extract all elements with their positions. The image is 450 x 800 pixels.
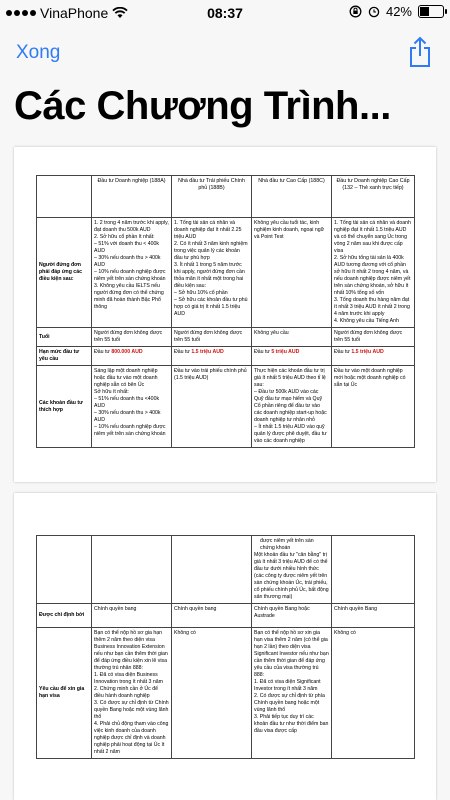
row-label: Người đứng đơn phải đáp ứng các điều kiện sau:: [37, 218, 92, 328]
cell-line: – 51% nếu doanh thu <400k AUD: [94, 396, 160, 410]
table-cell: [252, 628, 332, 759]
table-cell: Không có: [332, 628, 415, 759]
table-cell: [252, 347, 332, 366]
table-cell: [172, 536, 252, 604]
document-page-2[interactable]: [14, 493, 436, 800]
cell-text: Đầu tư: [174, 349, 192, 356]
cell-line: 3. Có được sự chỉ định từ Chính quyền Bang hoặc một vùng lãnh thổ: [94, 700, 169, 721]
battery-percent: 42%: [385, 4, 412, 19]
table-row: [37, 366, 415, 448]
investment-amount: 800.000 AUD: [111, 349, 143, 356]
status-time: 08:37: [207, 5, 243, 21]
cell-line: – Sở hữu 10% cổ phần: [174, 290, 228, 297]
table-cell: [37, 536, 92, 604]
cell-line: – 30% nếu doanh thu > 400k AUD: [94, 255, 161, 269]
cell-line: – Sở hữu các khoản đầu tư phù hợp có giá trị ít nhất 1.5 triệu AUD: [174, 297, 248, 318]
table-cell: [172, 347, 252, 366]
table-cell: Người đứng đơn không được trên 55 tuổi: [332, 328, 415, 347]
cell-text: Đầu tư: [94, 349, 112, 356]
battery-icon: [418, 5, 444, 18]
investment-amount: 1.5 triệu AUD: [191, 349, 224, 356]
cell-line: Sáng lập một doanh nghiệp hoặc đầu tư vào một doanh nghiệp sẵn có bên Úc: [94, 368, 158, 389]
table-cell: Không có: [172, 628, 252, 759]
program-table-1: [36, 175, 415, 448]
carrier-name: VinaPhone: [40, 5, 109, 21]
table-cell: Người đứng đơn không được trên 55 tuổi: [92, 328, 172, 347]
cell-line: 1. Đã có visa diện Significant Investor trong ít nhất 3 năm: [254, 679, 321, 693]
cell-line: 3. Phải tiếp tục duy trì các khoản đầu tư như thời điểm ban đầu visa được cấp: [254, 714, 329, 735]
table-cell: [332, 218, 415, 328]
cell-line: Bạn có thể nộp hồ sơ xin gia hạn visa thêm 2 năm (có thể gia hạn 2 lần) theo diện visa Significant Investor nếu như bạn cần thêm thời gian để đáp ứng yêu cầu của visa thường trú 888:: [254, 630, 329, 679]
cell-line: 4. Không yêu cầu Tiếng Anh: [334, 318, 399, 325]
cell-line: 1. Tổng tài sản cá nhân và doanh nghiệp đạt ít nhất 2.25 triệu AUD: [174, 220, 242, 241]
cell-line: 2. Có được sự chỉ định từ phía Chính quyền bang hoặc một vùng lãnh thổ: [254, 693, 325, 714]
cell-line: Bạn có thể nộp hồ sơ gia hạn thêm 2 năm theo diện visa Business Innovation Extension nếu như bạn cần thêm thời gian để đáp ứng điều kiện xin lê visa thường trú nhân 888:: [94, 630, 168, 672]
document-page-1[interactable]: [14, 147, 436, 482]
cell-line: được niêm yết trên sàn chứng khoán: [260, 538, 314, 552]
table-cell: Chính quyền Bang: [332, 604, 415, 628]
program-table-2: [36, 535, 415, 759]
table-header-row: [37, 176, 415, 218]
cell-line: – Đầu tư 500k AUD vào các Quỹ đầu tư mạo hiểm và Quỹ Cổ phần riêng để đầu tư vào các doanh nghiệp start-up hoặc doanh nghiệp tư nhân nhỏ: [254, 389, 327, 424]
row-label: Được chỉ định bởi: [37, 604, 92, 628]
row-label: Các khoản đầu tư thích hợp: [37, 366, 92, 448]
table-cell: [252, 536, 332, 604]
header-188c: Nhà đầu tư Cao Cấp (188C): [252, 176, 332, 218]
header-188a: Đầu tư Doanh nghiệp (188A): [92, 176, 172, 218]
row-label: Hạn mức đầu tư yêu cầu: [37, 347, 92, 366]
table-cell: Đầu tư vào trái phiếu chính phủ (1.5 triệu AUD): [172, 366, 252, 448]
table-cell: [332, 536, 415, 604]
investment-amount: 5 triệu AUD: [271, 349, 300, 356]
cell-line: 1. 2 trong 4 năm trước khi apply, đạt doanh thu 500k AUD: [94, 220, 169, 234]
cell-line: Một khoản đầu tư "cân bằng" trị giá ít nhất 3 triệu AUD để có thể đầu tư dưới nhiều hình thức (các công ty được niêm yết trên sàn chứng khoán Úc, trái phiếu, cổ phiếu chính phủ Úc, bất động sản thương mại): [254, 552, 329, 601]
cell-line: – 51% với doanh thu < 400k AUD: [94, 241, 159, 255]
cell-line: 1. Đã có visa diện Business Innovation trong ít nhất 3 năm: [94, 672, 163, 686]
table-row: [37, 628, 415, 759]
cell-line: 4. Phải chủ động tham vào công việc kinh doanh của doanh nghiệp được chỉ định và doanh nghiệp phải hoạt động tại Úc ít nhất 2 năm: [94, 721, 169, 756]
cell-line: 3. Tổng doanh thu hàng năm đạt ít nhất 3 triệu AUD ít nhất 2 trong 4 năm trước khi apply: [334, 297, 410, 318]
done-button[interactable]: Xong: [16, 42, 61, 63]
table-row: [37, 347, 415, 366]
cell-line: – 30% nếu doanh thu > 400k AUD: [94, 410, 161, 424]
table-cell: Người đứng đơn không được trên 55 tuổi: [172, 328, 252, 347]
cell-text: Đầu tư: [254, 349, 272, 356]
cell-line: 2. Sở hữu tổng tài sản là 400k AUD tương đương với cổ phần sở hữu ít nhất 2 trong 4 năm, và nếu doanh nghiệp được niêm yết trên sàn chứng khoán, sở hữu ít nhất 10% tổng số vốn: [334, 255, 411, 297]
cell-line: Thực hiện các khoản đầu tư trị giá ít nhất 5 triệu AUD theo tỉ lệ sau:: [254, 368, 326, 389]
table-cell: [252, 366, 332, 448]
row-label: Tuổi: [37, 328, 92, 347]
rotation-lock-icon: [349, 5, 362, 18]
cell-line: 2. Có ít nhất 3 năm kinh nghiệm trong việc quản lý các khoản đầu tư phù hợp: [174, 241, 248, 262]
cell-line: 3. Ít nhất 1 trong 5 năm trước khi apply, người đứng đơn cần thỏa mãn ít nhất một trong hai điều kiện sau:: [174, 262, 245, 290]
table-cell: Chính quyền Bang hoặc Austrade: [252, 604, 332, 628]
cell-line: 1. Tổng tài sản cá nhân và doanh nghiệp đạt ít nhất 1.5 triệu AUD và có thể chuyển sang Úc trong vòng 2 năm sau khi được cấp visa: [334, 220, 411, 255]
table-cell: [172, 218, 252, 328]
cell-line: 3. Không yêu cầu IELTS nếu người đứng đơn có thể chứng minh đã hoàn thành Bậc Phổ thông: [94, 283, 164, 311]
header-empty: [37, 176, 92, 218]
table-cell: Không yêu cầu: [252, 328, 332, 347]
table-cell: [92, 218, 172, 328]
table-cell: Chính quyền bang: [92, 604, 172, 628]
table-row: [37, 218, 415, 328]
cell-line: 2. Sở hữu cổ phần ít nhất:: [94, 234, 155, 241]
table-cell: [92, 536, 172, 604]
table-row: [37, 536, 415, 604]
table-cell: [92, 628, 172, 759]
alarm-icon: [368, 5, 380, 18]
cell-line: 2. Chứng minh cần ở Úc để điều hành doanh nghiệp: [94, 686, 158, 700]
table-cell: [332, 347, 415, 366]
table-cell: [92, 347, 172, 366]
cell-line: – 10% nếu doanh nghiệp được niêm yết trên sàn chứng khoán: [94, 424, 166, 438]
table-cell: [92, 366, 172, 448]
cell-text: Đầu tư: [334, 349, 352, 356]
page-title: Các Chương Trình...: [14, 84, 391, 128]
table-cell: Đầu tư vào một doanh nghiệp mới hoặc một doanh nghiệp có sẵn tại Úc: [332, 366, 415, 448]
investment-amount: 1.5 triệu AUD: [351, 349, 384, 356]
cell-line: – Ít nhất 1.5 triệu AUD vào quỹ quản lý được phê duyệt, đầu tư vào các doanh nghiệp: [254, 424, 327, 445]
table-row: [37, 604, 415, 628]
table-row: [37, 328, 415, 347]
row-label: Yêu cầu để xin gia hạn visa: [37, 628, 92, 759]
status-bar: [0, 0, 450, 26]
top-toolbar: [0, 34, 450, 74]
cell-line: – 10% nếu doanh nghiệp được niêm yết trên sàn chứng khoán: [94, 269, 166, 283]
header-132: Đầu tư Doanh nghiệp Cao Cấp (132 – Thẻ xanh trực tiếp): [332, 176, 415, 218]
header-188b: Nhà đầu tư Trái phiếu Chính phủ (188B): [172, 176, 252, 218]
share-icon[interactable]: [408, 36, 432, 68]
cell-line: Sở hữu ít nhất:: [94, 389, 129, 396]
table-cell: Không yêu cầu tuổi tác, kinh nghiệm kinh doanh, ngoại ngữ và Point Test: [252, 218, 332, 328]
status-right: [349, 4, 444, 19]
table-cell: Chính quyền bang: [172, 604, 252, 628]
